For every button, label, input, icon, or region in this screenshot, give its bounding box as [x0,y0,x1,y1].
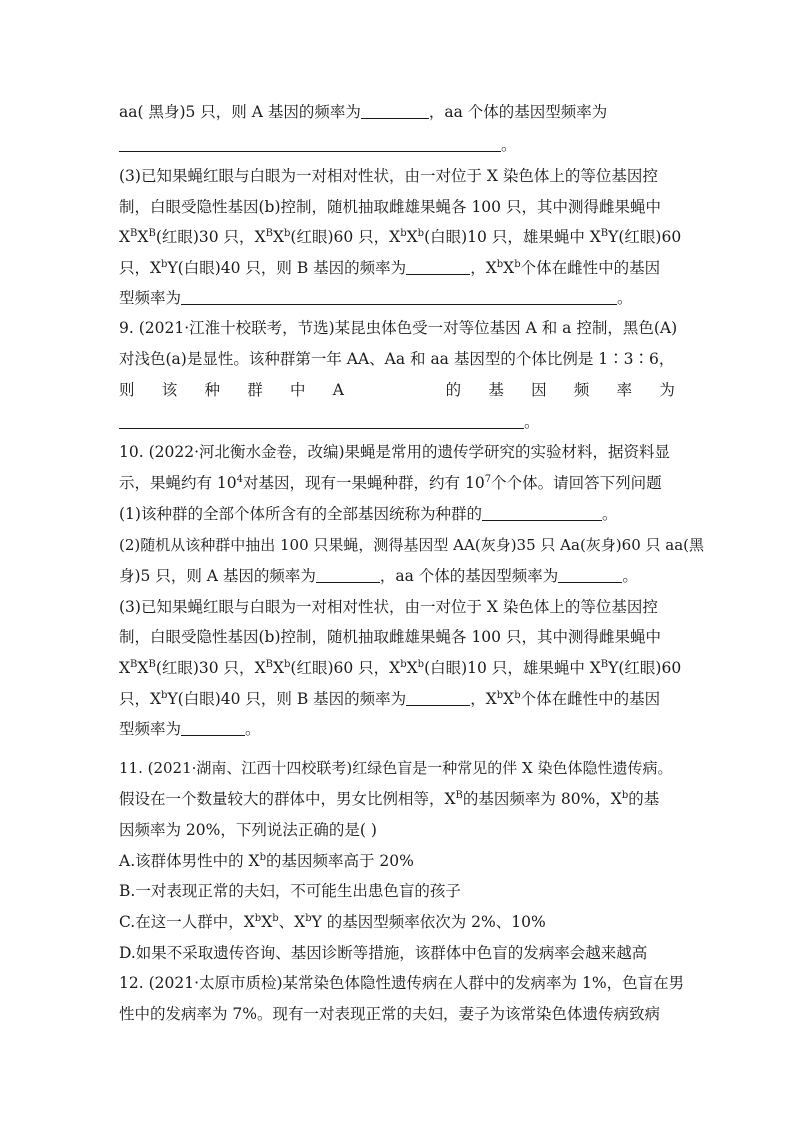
text-line: (3)已知果蝇红眼与白眼为一对相对性状，由一对位于 X 染色体上的等位基因控 [119,598,658,616]
text-line: (3)已知果蝇红眼与白眼为一对相对性状，由一对位于 X 染色体上的等位基因控 [119,167,658,185]
text-line: 只，$X^bY$(白眼)40 只，则 B 基因的频率为 ，$X^bX^b$个体在雌性中的基因 [119,690,661,708]
text-line: 因频率为 20%，下列说法正确的是( ) [119,821,377,839]
text-line: aa( 黑身)5 只，则 A 基因的频率为 ，aa 个体的基因型频率为 [119,103,608,121]
text-line: 型频率为 。 [119,289,633,307]
text-line: 只，$X^bY$(白眼)40 只，则 B 基因的频率为 ，$X^bX^b$个体在雌性中的基因 [119,259,661,277]
option-c[interactable]: C.在这一人群中，$X^bX^b$、$X^bY$ 的基因型频率依次为 2%、10% [119,913,546,931]
answer-blank[interactable] [316,566,380,583]
option-a[interactable]: A.该群体男性中的 $X^b$的基因频率高于 20% [119,852,414,870]
answer-blank[interactable] [482,504,602,521]
question-11-stem: 11. (2021·湖南、江西十四校联考)红绿色盲是一种常见的伴 X 染色体隐性遗传病。 [119,759,673,777]
text-line: $X^BX^B$(红眼)30 只，$X^BX^b$(红眼)60 只，$X^bX^b$(白眼)10 只，雄果蝇中 $X^BY$(红眼)60 [119,659,682,677]
text-line: 制，白眼受隐性基因(b)控制，随机抽取雌雄果蝇各 100 只，其中测得雌果蝇中 [119,628,661,646]
text-line: 对浅色(a)是显性。该种群第一年 AA、Aa 和 aa 基因型的个体比例是 1∶3∶6， [119,350,675,368]
text-line: 身)5 只，则 A 基因的频率为 ，aa 个体的基因型频率为 。 [119,567,638,585]
text-line: 性中的发病率为 7%。现有一对表现正常的夫妇，妻子为该常染色体遗传病致病 [119,1005,661,1023]
question-10-stem: 10. (2022·河北衡水金卷，改编)果蝇是常用的遗传学研究的实验材料，据资料显 [119,443,671,461]
question-12-stem: 12. (2021·太原市质检)某常染色体隐性遗传病在人群中的发病率为 1%，色盲在男 [119,974,685,992]
answer-blank[interactable] [181,719,245,736]
answer-blank[interactable] [406,258,470,275]
text-line: (2)随机从该种群中抽出 100 只果蝇，测得基因型 AA(灰身)35 只 Aa(灰身)60 只 aa(黑 [119,536,705,554]
text-line: 则 该 种 群 中 A 的 基 因 频 率 为 [119,381,675,399]
answer-blank[interactable] [361,102,429,119]
text-line: (1)该种群的全部个体所含有的全部基因统称为种群的 。 [119,505,618,523]
text-line: 。 [119,407,675,437]
answer-blank[interactable] [406,689,470,706]
text-line: $X^BX^B$(红眼)30 只，$X^BX^b$(红眼)60 只，$X^bX^b$(白眼)10 只，雄果蝇中 $X^BY$(红眼)60 [119,228,682,246]
answer-blank[interactable] [558,566,622,583]
text-line: 示，果蝇约有 $10^4$对基因，现有一果蝇种群，约有 $10^7$个个体。请回答下列问题 [119,474,662,492]
text-line: 假设在一个数量较大的群体中，男女比例相等，$X^B$的基因频率为 80%，$X^b$的基 [119,790,660,808]
text-line: 型频率为 。 [119,720,261,738]
text-line: 制，白眼受隐性基因(b)控制，随机抽取雌雄果蝇各 100 只，其中测得雌果蝇中 [119,198,661,216]
option-b[interactable]: B.一对表现正常的夫妇，不可能生出患色盲的孩子 [119,882,461,900]
text-line: 。 [119,130,675,160]
option-d[interactable]: D.如果不采取遗传咨询、基因诊断等措施，该群体中色盲的发病率会越来越高 [119,944,648,962]
answer-blank[interactable] [119,412,524,429]
answer-blank[interactable] [181,288,617,305]
question-9-stem: 9. (2021·江淮十校联考，节选)某昆虫体色受一对等位基因 A 和 a 控制，黑色(A) [119,319,678,337]
answer-blank[interactable] [119,135,501,152]
